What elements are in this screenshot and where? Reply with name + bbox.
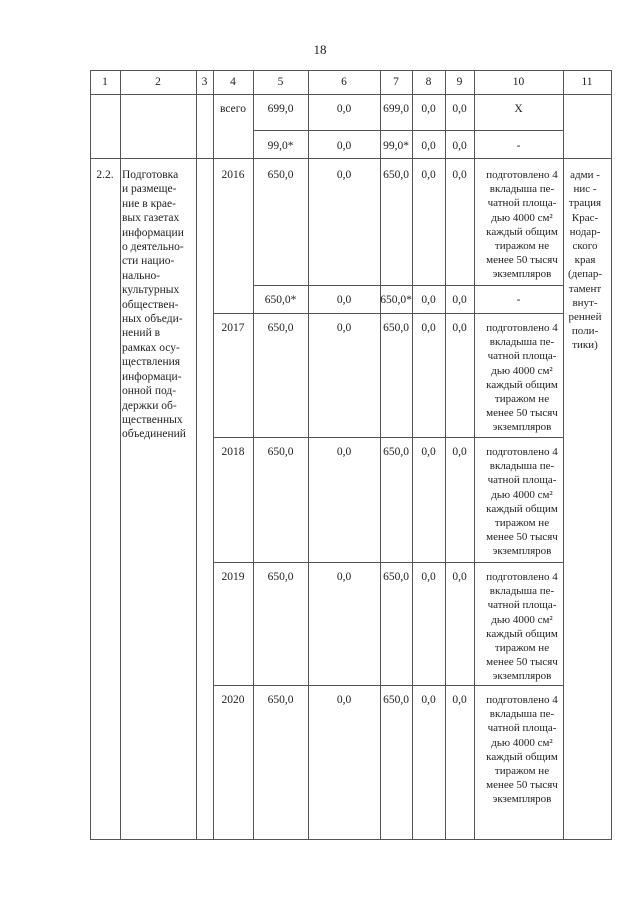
row-2016-sub-c10: - bbox=[516, 294, 521, 306]
year-2018: 2018 bbox=[221, 446, 245, 458]
total-sub-c6: 0,0 bbox=[336, 140, 352, 152]
row-2016-c8: 0,0 bbox=[421, 169, 436, 181]
total-sub-c8: 0,0 bbox=[421, 140, 436, 152]
row-2019-c9: 0,0 bbox=[452, 571, 467, 583]
total-c5: 699,0 bbox=[267, 103, 294, 115]
year-2017: 2017 bbox=[221, 322, 245, 334]
row-2020-c7: 650,0 bbox=[383, 694, 409, 706]
total-label: всего bbox=[220, 103, 246, 115]
total-sub-c5: 99,0* bbox=[267, 140, 294, 152]
row-2019-c7: 650,0 bbox=[383, 571, 409, 583]
header-col-5: 5 bbox=[277, 76, 284, 88]
row-2016-sub-c8: 0,0 bbox=[421, 294, 436, 306]
row-2020-result: подготовлено 4 вкладыша пе- чатной площа- дью 4000 см² каждый общим тиражом не менее 50 тысяч экземпляров bbox=[486, 694, 558, 806]
total-c10: X bbox=[514, 103, 523, 115]
row-2018-c8: 0,0 bbox=[421, 446, 436, 458]
row-2016-sub-c6: 0,0 bbox=[336, 294, 352, 306]
row-2018-result: подготовлено 4 вкладыша пе- чатной площа- дью 4000 см² каждый общим тиражом не менее 50 тысяч экземпляров bbox=[486, 446, 558, 558]
item-title: Подготовка и размеще- ние в крае- вых газетах информации о деятельно- сти нацио- нально- культурных обществен- ных объеди- нений в рамках осу- ществления информаци- онной под- держки об- щественных объединений bbox=[122, 169, 186, 441]
header-col-3: 3 bbox=[201, 76, 208, 88]
header-col-8: 8 bbox=[425, 76, 432, 88]
row-2017-result: подготовлено 4 вкладыша пе- чатной площа- дью 4000 см² каждый общим тиражом не менее 50 тысяч экземпляров bbox=[486, 322, 558, 434]
row-2016-sub-c7: 650,0* bbox=[380, 294, 412, 306]
row-2016-result: подготовлено 4 вкладыша пе- чатной площа- дью 4000 см² каждый общим тиражом не менее 50 тысяч экземпляров bbox=[486, 169, 558, 281]
total-c6: 0,0 bbox=[336, 103, 352, 115]
row-2020-c8: 0,0 bbox=[421, 694, 436, 706]
row-2017-c6: 0,0 bbox=[336, 322, 352, 334]
total-sub-c10: - bbox=[516, 140, 521, 152]
total-c9: 0,0 bbox=[452, 103, 467, 115]
total-sub-c9: 0,0 bbox=[452, 140, 467, 152]
total-c8: 0,0 bbox=[421, 103, 436, 115]
header-col-6: 6 bbox=[341, 76, 347, 88]
header-col-1: 1 bbox=[102, 76, 108, 88]
header-col-10: 10 bbox=[512, 76, 525, 88]
row-2018-c5: 650,0 bbox=[267, 446, 294, 458]
row-2016-c5: 650,0 bbox=[267, 169, 294, 181]
header-col-11: 11 bbox=[581, 76, 593, 88]
page-number: 18 bbox=[313, 42, 327, 57]
row-2019-c5: 650,0 bbox=[267, 571, 294, 583]
row-2017-c9: 0,0 bbox=[452, 322, 467, 334]
row-2017-c5: 650,0 bbox=[267, 322, 294, 334]
row-2019-c8: 0,0 bbox=[421, 571, 436, 583]
row-2020-c5: 650,0 bbox=[267, 694, 294, 706]
row-2018-c7: 650,0 bbox=[383, 446, 409, 458]
header-col-7: 7 bbox=[393, 76, 399, 88]
row-2020-c6: 0,0 bbox=[336, 694, 352, 706]
year-2019: 2019 bbox=[221, 571, 245, 583]
row-2018-c6: 0,0 bbox=[336, 446, 352, 458]
row-2016-sub-c9: 0,0 bbox=[452, 294, 467, 306]
row-2018-c9: 0,0 bbox=[452, 446, 467, 458]
row-2016-c7: 650,0 bbox=[383, 169, 409, 181]
year-2020: 2020 bbox=[221, 694, 245, 706]
row-2016-c9: 0,0 bbox=[452, 169, 467, 181]
row-2016-c6: 0,0 bbox=[336, 169, 352, 181]
year-2016: 2016 bbox=[221, 169, 245, 181]
total-c7: 699,0 bbox=[383, 103, 409, 115]
row-2020-c9: 0,0 bbox=[452, 694, 467, 706]
item-number: 2.2. bbox=[96, 169, 114, 181]
row-2017-c8: 0,0 bbox=[421, 322, 436, 334]
row-2019-c6: 0,0 bbox=[336, 571, 352, 583]
row-2016-sub-c5: 650,0* bbox=[264, 294, 297, 306]
row-2017-c7: 650,0 bbox=[383, 322, 409, 334]
header-col-4: 4 bbox=[230, 76, 236, 88]
header-col-9: 9 bbox=[456, 76, 463, 88]
header-col-2: 2 bbox=[155, 76, 161, 88]
budget-table bbox=[90, 70, 612, 840]
total-sub-c7: 99,0* bbox=[383, 140, 409, 152]
item-executor: адми - нис - трация Крас- нодар- ского края (депар- тамент внут- ренней поли- тики) bbox=[567, 169, 603, 352]
row-2019-result: подготовлено 4 вкладыша пе- чатной площа- дью 4000 см² каждый общим тиражом не менее 50 тысяч экземпляров bbox=[486, 571, 558, 683]
